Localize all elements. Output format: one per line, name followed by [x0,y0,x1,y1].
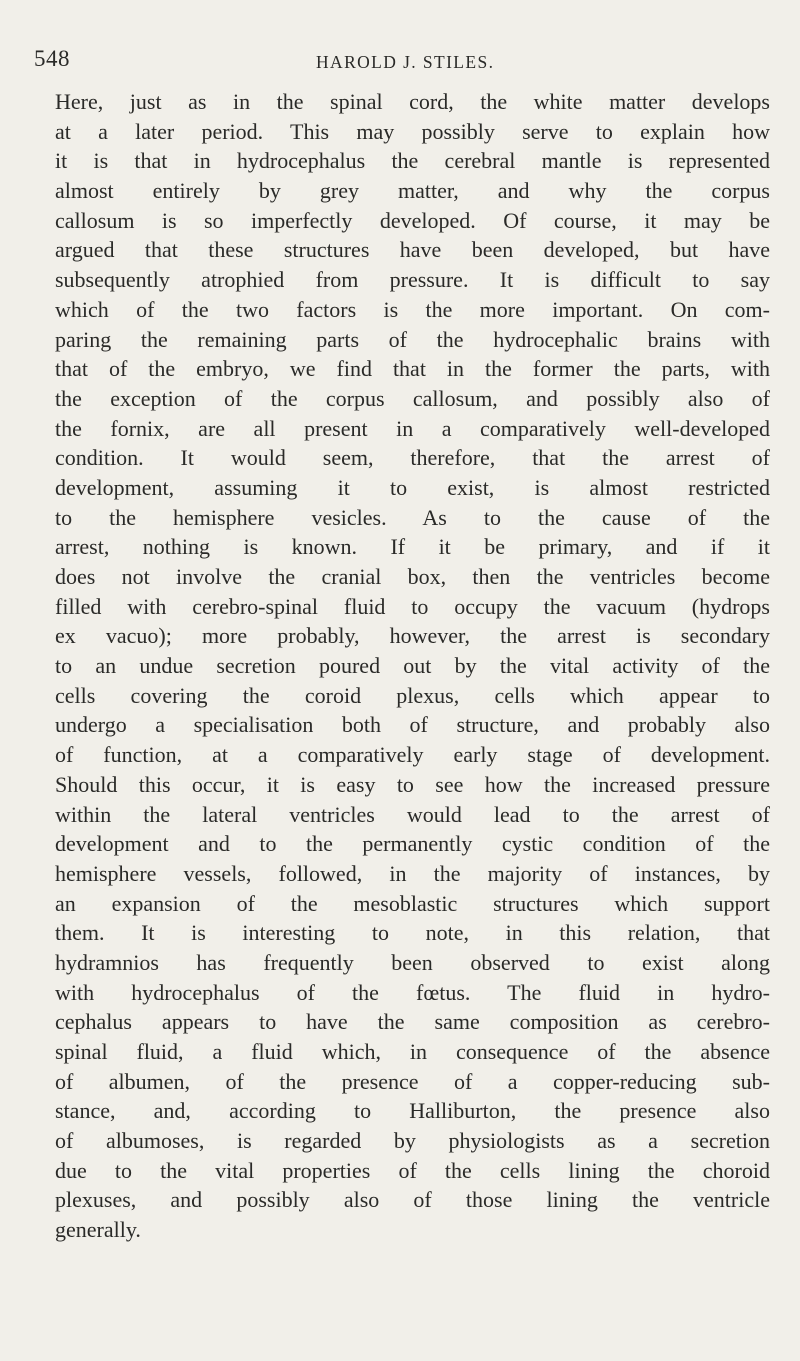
text-line: condition. It would seem, therefore, that the arrest of [55,445,770,471]
text-line: cephalus appears to have the same composition as cerebro- [55,1009,770,1035]
text-line: of albumoses, is regarded by physiologists as a secretion [55,1128,770,1154]
text-line: ex vacuo); more probably, however, the arrest is secondary [55,623,770,649]
text-line: plexuses, and possibly also of those lining the ventricle [55,1187,770,1213]
text-line: generally. [55,1217,141,1243]
text-line: arrest, nothing is known. If it be primary, and if it [55,534,770,560]
body-paragraph [55,87,770,1245]
text-line: of albumen, of the presence of a copper-reducing sub- [55,1068,770,1094]
text-line: that of the embryo, we find that in the former the parts, with [55,356,770,382]
text-line: paring the remaining parts of the hydrocephalic brains with [55,326,770,352]
text-line: hemisphere vessels, followed, in the majority of instances, by [55,860,770,886]
text-line: which of the two factors is the more important. On com- [55,296,770,322]
text-line: to an undue secretion poured out by the vital activity of the [55,653,770,679]
text-line: undergo a specialisation both of structure, and probably also [55,712,770,738]
page-number: 548 [34,46,70,71]
text-line: development, assuming it to exist, is almost restricted [55,474,770,500]
running-head [0,46,800,86]
text-line: callosum is so imperfectly developed. Of course, it may be [55,207,770,233]
text-line: argued that these structures have been developed, but have [55,237,770,263]
text-line: to the hemisphere vesicles. As to the cause of the [55,504,770,530]
text-line: it is that in hydrocephalus the cerebral mantle is represented [55,148,770,174]
text-line: the exception of the corpus callosum, and possibly also of [55,385,770,411]
text-line: the fornix, are all present in a comparatively well-developed [55,415,770,441]
text-line: development and to the permanently cystic condition of the [55,831,770,857]
running-title: HAROLD J. STILES. [316,52,495,72]
text-line: them. It is interesting to note, in this relation, that [55,920,770,946]
text-line: hydramnios has frequently been observed to exist along [55,949,770,975]
text-line: spinal fluid, a fluid which, in consequence of the absence [55,1039,770,1064]
text-line: filled with cerebro-spinal fluid to occupy the vacuum (hydrops [55,593,770,619]
text-line: at a later period. This may possibly serve to explain how [55,118,770,144]
text-line: due to the vital properties of the cells lining the choroid [55,1157,770,1183]
text-line: stance, and, according to Halliburton, the presence also [55,1098,770,1124]
text-line: Here, just as in the spinal cord, the white matter develops [55,89,770,114]
text-line: almost entirely by grey matter, and why the corpus [55,178,770,204]
text-line: subsequently atrophied from pressure. It is difficult to say [55,267,770,293]
text-line: does not involve the cranial box, then the ventricles become [55,564,770,589]
text-line: within the lateral ventricles would lead to the arrest of [55,801,770,827]
text-line: an expansion of the mesoblastic structures which support [55,890,770,916]
text-line: of function, at a comparatively early stage of development. [55,742,770,768]
text-line: cells covering the coroid plexus, cells which appear to [55,682,770,708]
text-line: Should this occur, it is easy to see how the increased pressure [55,771,770,797]
text-line: with hydrocephalus of the fœtus. The fluid in hydro- [55,979,770,1005]
